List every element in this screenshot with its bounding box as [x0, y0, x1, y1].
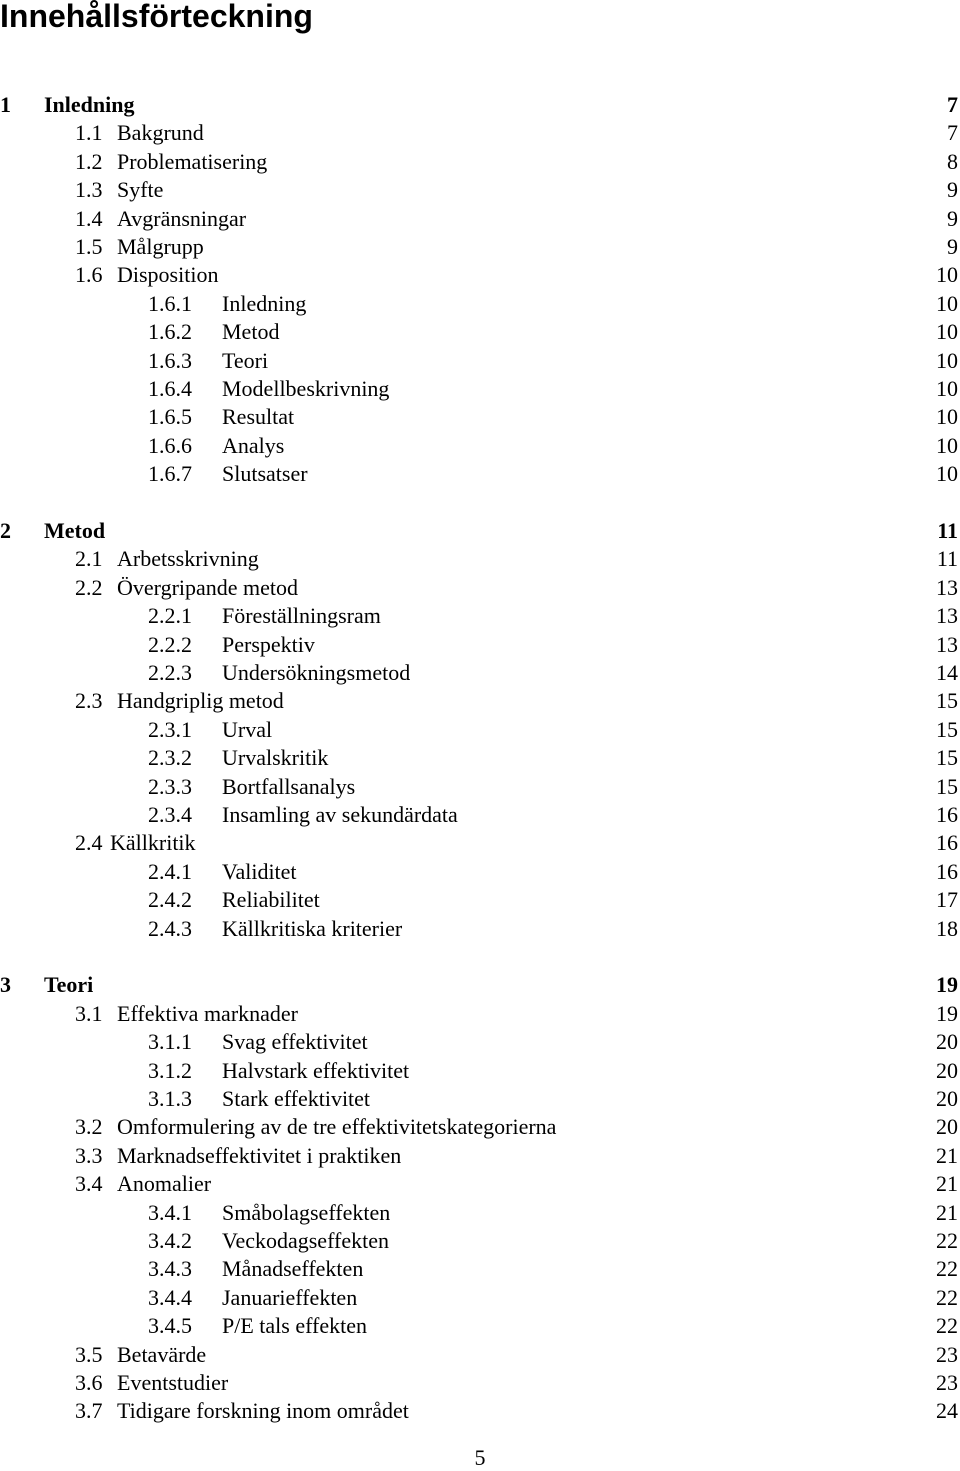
toc-entry-title: Perspektiv: [222, 632, 315, 657]
toc-entry-title: Småbolagseffekten: [222, 1200, 391, 1225]
toc-entry-page: 10: [936, 433, 958, 458]
toc-entry[interactable]: [0, 460, 960, 488]
toc-entry-number: 3.6: [75, 1370, 103, 1395]
toc-entry-title: Bortfallsanalys: [222, 774, 356, 799]
toc-entry-page: 15: [936, 745, 958, 770]
toc-entry-page: 13: [936, 603, 958, 628]
toc-entry-title: Metod: [222, 319, 280, 344]
toc-entry-title: Teori: [44, 972, 94, 997]
toc-entry-page: 9: [947, 234, 958, 259]
toc-entry-page: 22: [936, 1256, 958, 1281]
toc-entry[interactable]: [0, 205, 960, 233]
toc-entry[interactable]: [0, 1227, 960, 1255]
toc-entry[interactable]: [0, 1142, 960, 1170]
toc-entry-title: Eventstudier: [117, 1370, 229, 1395]
toc-entry-title: Inledning: [44, 92, 135, 117]
toc-entry-page: 10: [936, 404, 958, 429]
toc-entry-page: 16: [936, 830, 958, 855]
toc-entry-page: 13: [936, 575, 958, 600]
toc-entry-page: 7: [947, 92, 958, 117]
toc-entry-title: Inledning: [222, 291, 307, 316]
toc-entry-title: Problematisering: [117, 149, 268, 174]
toc-entry[interactable]: [0, 659, 960, 687]
toc-entry-page: 20: [936, 1114, 958, 1139]
toc-entry-title: Bakgrund: [117, 120, 204, 145]
toc-entry[interactable]: [0, 176, 960, 204]
toc-entry[interactable]: [0, 574, 960, 602]
toc-entry[interactable]: [0, 403, 960, 431]
toc-entry-number: 3.4.3: [148, 1256, 192, 1281]
toc-entry[interactable]: [0, 290, 960, 318]
toc-entry[interactable]: [0, 1255, 960, 1283]
toc-entry-page: 10: [936, 291, 958, 316]
toc-entry-number: 2.3.2: [148, 745, 192, 770]
toc-entry-page: 19: [936, 972, 958, 997]
toc-entry-page: 21: [936, 1143, 958, 1168]
toc-entry-number: 3.4.2: [148, 1228, 192, 1253]
toc-entry-title: Marknadseffektivitet i praktiken: [117, 1143, 402, 1168]
toc-entry[interactable]: [0, 318, 960, 346]
toc-entry-title: Avgränsningar: [117, 206, 247, 231]
toc-entry-title: Arbetsskrivning: [117, 546, 259, 571]
toc-entry-title: Teori: [222, 348, 269, 373]
toc-entry-page: 24: [936, 1398, 958, 1423]
toc-entry-number: 1.4: [75, 206, 103, 231]
toc-entry[interactable]: [0, 971, 960, 999]
toc-entry-page: 8: [947, 149, 958, 174]
toc-entry-page: 15: [936, 774, 958, 799]
toc-entry-number: 3.3: [75, 1143, 103, 1168]
toc-entry[interactable]: [0, 432, 960, 460]
toc-entry[interactable]: [0, 1312, 960, 1340]
toc-entry-title: Föreställningsram: [222, 603, 381, 628]
toc-entry[interactable]: [0, 687, 960, 715]
toc-entry-page: 11: [937, 518, 958, 543]
toc-entry[interactable]: [0, 1284, 960, 1312]
toc-entry-title: Reliabilitet: [222, 887, 320, 912]
page-title: Innehållsförteckning: [0, 0, 313, 34]
toc-entry-title: Urvalskritik: [222, 745, 329, 770]
toc-entry-title: Betavärde: [117, 1342, 207, 1367]
toc-entry-title: Syfte: [117, 177, 164, 202]
toc-entry[interactable]: [0, 233, 960, 261]
toc-entry-title: Urval: [222, 717, 273, 742]
toc-entry-page: 10: [936, 348, 958, 373]
toc-entry-number: 2.2: [75, 575, 103, 600]
toc-entry[interactable]: [0, 915, 960, 943]
toc-entry-title: Halvstark effektivitet: [222, 1058, 410, 1083]
toc-entry[interactable]: [0, 886, 960, 914]
toc-entry-title: Övergripande metod: [117, 575, 299, 600]
toc-entry-number: 3.1.3: [148, 1086, 192, 1111]
toc-entry-number: 2.3.1: [148, 717, 192, 742]
toc-entry-page: 10: [936, 262, 958, 287]
toc-entry-title: Källkritik: [110, 830, 196, 855]
toc-entry-page: 16: [936, 859, 958, 884]
toc-entry[interactable]: [0, 602, 960, 630]
toc-entry-title: Januarieffekten: [222, 1285, 358, 1310]
toc-entry-number: 2.2.1: [148, 603, 192, 628]
toc-entry-page: 7: [947, 120, 958, 145]
toc-entry[interactable]: [0, 1028, 960, 1056]
toc-entry-number: 2.3: [75, 688, 103, 713]
toc-entry-page: 15: [936, 717, 958, 742]
toc-entry[interactable]: [0, 261, 960, 289]
toc-entry-title: Modellbeskrivning: [222, 376, 390, 401]
toc-entry-number: 1.6.5: [148, 404, 192, 429]
toc-entry-page: 20: [936, 1058, 958, 1083]
toc-entry-number: 2.1: [75, 546, 103, 571]
toc-entry-number: 1.6: [75, 262, 103, 287]
toc-entry[interactable]: [0, 1113, 960, 1141]
toc-entry-number: 1.5: [75, 234, 103, 259]
toc-entry-number: 3.4.1: [148, 1200, 192, 1225]
toc-entry-number: 3.5: [75, 1342, 103, 1367]
toc-entry-title: Stark effektivitet: [222, 1086, 371, 1111]
toc-entry-page: 23: [936, 1342, 958, 1367]
toc-entry-title: Månadseffekten: [222, 1256, 364, 1281]
toc-entry-number: 2.4.2: [148, 887, 192, 912]
toc-entry-page: 20: [936, 1029, 958, 1054]
toc-entry-page: 21: [936, 1200, 958, 1225]
toc-entry[interactable]: [0, 1057, 960, 1085]
toc-entry-number: 1.6.7: [148, 461, 192, 486]
toc-entry[interactable]: [0, 1085, 960, 1113]
toc-entry-number: 1.2: [75, 149, 103, 174]
toc-entry[interactable]: [0, 1369, 960, 1397]
toc-entry-page: 23: [936, 1370, 958, 1395]
toc-entry-number: 1.6.4: [148, 376, 192, 401]
toc-entry[interactable]: [0, 716, 960, 744]
toc-entry-title: Svag effektivitet: [222, 1029, 368, 1054]
toc-entry-page: 11: [936, 546, 958, 571]
toc-entry[interactable]: [0, 801, 960, 829]
toc-entry-title: Effektiva marknader: [117, 1001, 299, 1026]
toc-entry-number: 3.2: [75, 1114, 103, 1139]
toc-entry-number: 3.1.2: [148, 1058, 192, 1083]
toc-entry-page: 16: [936, 802, 958, 827]
toc-entry-page: 18: [936, 916, 958, 941]
toc-entry-page: 13: [936, 632, 958, 657]
toc-entry-page: 22: [936, 1228, 958, 1253]
toc-entry[interactable]: [0, 375, 960, 403]
page-number: 5: [474, 1445, 486, 1470]
toc-entry-title: Källkritiska kriterier: [222, 916, 403, 941]
toc-entry-page: 15: [936, 688, 958, 713]
toc-entry-page: 17: [936, 887, 958, 912]
toc-entry[interactable]: [0, 829, 960, 857]
toc-entry-number: 1.6.1: [148, 291, 192, 316]
toc-entry[interactable]: [0, 1000, 960, 1028]
toc-entry[interactable]: [0, 1341, 960, 1369]
toc-entry-title: Handgriplig metod: [117, 688, 284, 713]
toc-entry[interactable]: [0, 545, 960, 573]
toc-entry[interactable]: [0, 1170, 960, 1198]
toc-entry-title: Undersökningsmetod: [222, 660, 411, 685]
toc-entry-title: Validitet: [222, 859, 297, 884]
toc-entry-title: Omformulering av de tre effektivitetskategorierna: [117, 1114, 557, 1139]
toc-entry-title: Anomalier: [117, 1171, 212, 1196]
toc-entry-title: P/E tals effekten: [222, 1313, 367, 1338]
toc-entry[interactable]: [0, 1199, 960, 1227]
toc-entry-number: 1.3: [75, 177, 103, 202]
toc-entry-number: 1: [0, 92, 11, 117]
toc-entry-page: 20: [936, 1086, 958, 1111]
toc-entry-number: 3: [0, 972, 11, 997]
toc-entry-number: 2.3.4: [148, 802, 192, 827]
toc-entry-number: 2.2.2: [148, 632, 192, 657]
toc-entry[interactable]: [0, 1397, 960, 1425]
toc-entry-number: 3.1: [75, 1001, 103, 1026]
toc-entry-title: Resultat: [222, 404, 295, 429]
toc-entry-title: Slutsatser: [222, 461, 308, 486]
toc-entry-page: 21: [936, 1171, 958, 1196]
toc-entry-number: 2.2.3: [148, 660, 192, 685]
toc-entry[interactable]: [0, 631, 960, 659]
toc-entry-number: 1.6.2: [148, 319, 192, 344]
toc-entry-number: 3.7: [75, 1398, 103, 1423]
toc-entry[interactable]: [0, 744, 960, 772]
toc-entry[interactable]: [0, 773, 960, 801]
toc-entry-title: Metod: [44, 518, 106, 543]
toc-entry-number: 2.4.3: [148, 916, 192, 941]
toc-entry-number: 2.4.1: [148, 859, 192, 884]
toc-entry-number: 3.4.4: [148, 1285, 192, 1310]
toc-entry-title: Tidigare forskning inom området: [117, 1398, 409, 1423]
toc-entry-number: 2: [0, 518, 11, 543]
toc-entry-page: 14: [936, 660, 958, 685]
toc-entry-number: 3.1.1: [148, 1029, 192, 1054]
toc-entry-title: Veckodagseffekten: [222, 1228, 389, 1253]
toc-entry-title: Insamling av sekundärdata: [222, 802, 458, 827]
toc-entry-page: 19: [936, 1001, 958, 1026]
toc-entry-number: 3.4: [75, 1171, 103, 1196]
toc-entry-number: 1.6.3: [148, 348, 192, 373]
toc-entry-page: 22: [936, 1285, 958, 1310]
toc-entry-number: 2.4: [75, 830, 103, 855]
toc-entry-title: Disposition: [117, 262, 219, 287]
toc-entry-page: 9: [947, 206, 958, 231]
toc-entry-page: 10: [936, 461, 958, 486]
toc-entry[interactable]: [0, 347, 960, 375]
toc-entry-title: Analys: [222, 433, 285, 458]
toc-entry-page: 22: [936, 1313, 958, 1338]
toc-entry-title: Målgrupp: [117, 234, 204, 259]
toc-entry[interactable]: [0, 91, 960, 119]
toc-entry[interactable]: [0, 517, 960, 545]
toc-entry-number: 2.3.3: [148, 774, 192, 799]
toc-entry-page: 10: [936, 376, 958, 401]
toc-entry-page: 10: [936, 319, 958, 344]
toc-entry-number: 3.4.5: [148, 1313, 192, 1338]
toc-entry[interactable]: [0, 148, 960, 176]
toc-entry[interactable]: [0, 858, 960, 886]
toc-entry[interactable]: [0, 119, 960, 147]
toc-entry-number: 1.1: [75, 120, 103, 145]
toc-entry-number: 1.6.6: [148, 433, 192, 458]
toc-entry-page: 9: [947, 177, 958, 202]
